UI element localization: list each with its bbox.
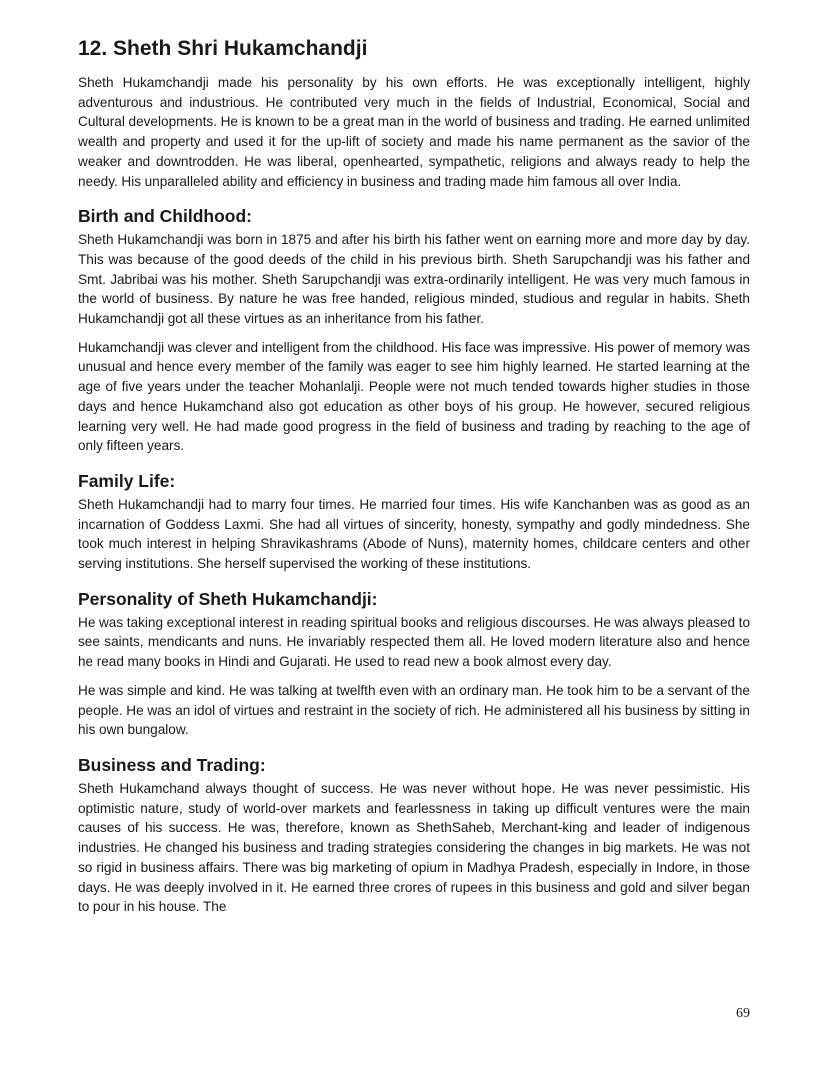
- section-heading-birth: Birth and Childhood:: [78, 206, 252, 227]
- section-heading-family: Family Life:: [78, 470, 176, 491]
- section-paragraph: He was taking exceptional interest in reading spiritual books and religious discourses. He was always pleased to see saints, mendicants and nuns. He invariably respected them all. He loved modern literature also and hence he read many books in Hindi and Gujarati. He used to read new a book almost every day.: [78, 614, 750, 670]
- section-paragraph: Hukamchandji was clever and intelligent from the childhood. His face was impressive. His power of memory was unusual and hence every member of the family was eager to see him highly learned. He started learning at the age of five years under the teacher Mohanlalji. People were not much tended towards higher studies in those days and hence Hukamchand also got education as other boys of his group. He however, secured religious learning very well. He had made good progress in the field of business and trading by reaching to the age of only fifteen years.: [78, 339, 750, 454]
- section-paragraph: Sheth Hukamchandji had to marry four times. He married four times. His wife Kanchanben was as good as an incarnation of Goddess Laxmi. She had all virtues of sincerity, honesty, sympathy and godly mindedness. She took much interest in helping Shravikashrams (Abode of Nuns), maternity homes, childcare centers and other serving institutions. She herself supervised the working of these institutions.: [78, 496, 750, 572]
- intro-paragraph: Sheth Hukamchandji made his personality by his own efforts. He was exceptionally intelligent, highly adventurous and industrious. He contributed very much in the fields of Industrial, Economical, Social and Cultural developments. He is known to be a great man in the world of business and trading. He earned unlimited wealth and property and used it for the up-lift of society and made his name permanent as the savior of the weaker and downtrodden. He was liberal, openhearted, sympathetic, religions and always ready to help the needy. His unparalleled ability and efficiency in business and trading made him famous all over India.: [78, 75, 750, 189]
- page-number: 69: [736, 1006, 750, 1021]
- page-title: 12. Sheth Shri Hukamchandji: [78, 37, 368, 60]
- section-paragraph: Sheth Hukamchand always thought of success. He was never without hope. He was never pessimistic. His optimistic nature, study of world-over markets and fearlessness in taking up difficult ventures were the main causes of his success. He was, therefore, known as ShethSaheb, Merchant-king and leader of indigenous industries. He changed his business and trading strategies considering the changes in big markets. He was not so rigid in business affairs. There was big marketing of opium in Madhya Pradesh, especially in Indore, in those days. He was deeply involved in it. He earned three crores of rupees in this business and gold and silver began to pour in his house. The: [78, 780, 750, 915]
- section-paragraph: Sheth Hukamchandji was born in 1875 and after his birth his father went on earning more and more day by day. This was because of the good deeds of the child in his previous birth. Sheth Sarupchandji was his father and Smt. Jabribai was his mother. Sheth Sarupchandji was extra-ordinarily intelligent. He was very much famous in the world of business. By nature he was free handed, religious minded, studious and regular in habits. Sheth Hukamchandji got all these virtues as an inheritance from his father.: [78, 232, 750, 327]
- section-paragraph: He was simple and kind. He was talking at twelfth even with an ordinary man. He took him to be a servant of the people. He was an idol of virtues and restraint in the society of rich. He administered all his business by sitting in his own bungalow.: [78, 682, 750, 738]
- section-heading-business: Business and Trading:: [78, 754, 266, 775]
- document-page: [78, 36, 750, 926]
- section-heading-personality: Personality of Sheth Hukamchandji:: [78, 588, 378, 609]
